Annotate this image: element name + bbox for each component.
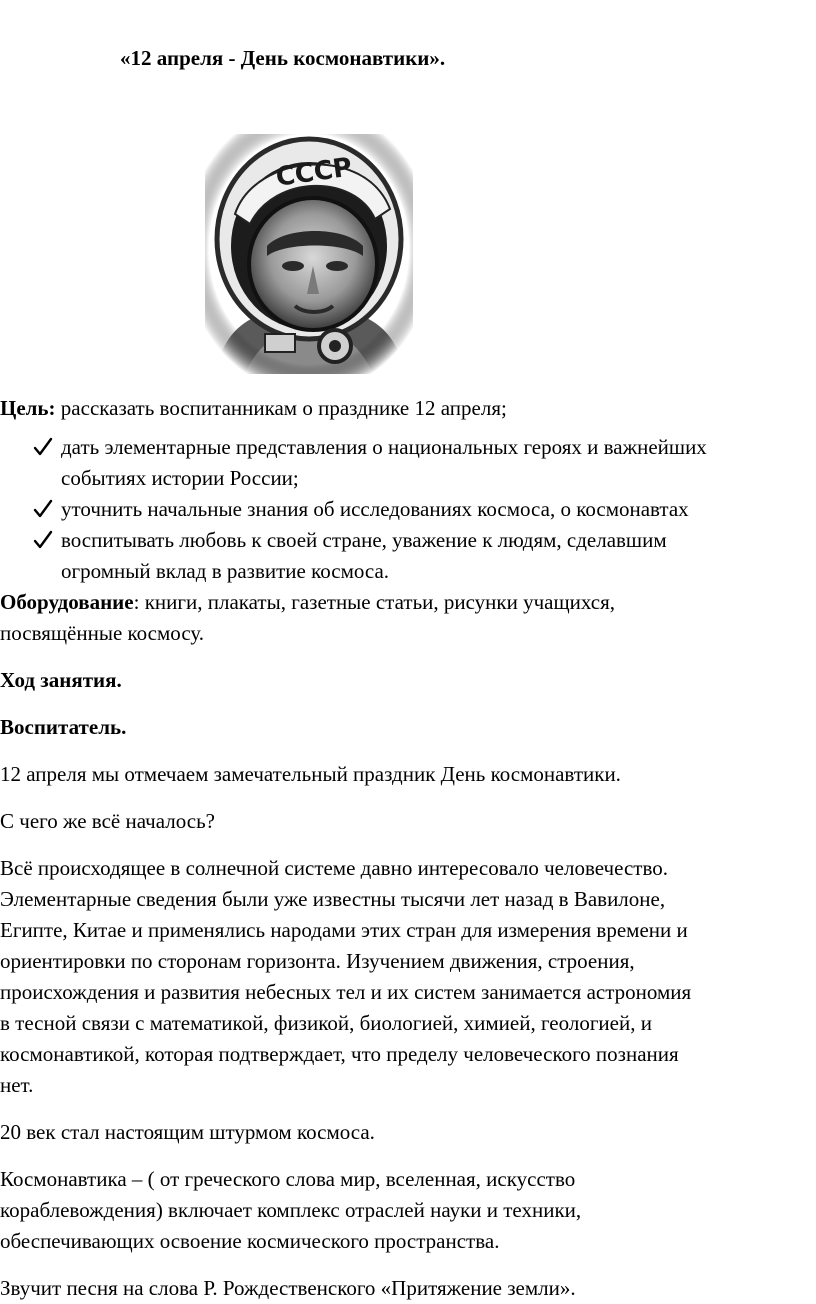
paragraph-line: Всё происходящее в солнечной системе давно интересовало человечество. [0, 856, 668, 880]
list-item-line: событиях истории России; [61, 466, 299, 490]
checkmark-icon [33, 498, 53, 520]
teacher-heading: Воспитатель. [0, 715, 127, 739]
goals-checklist [0, 432, 816, 587]
course-heading: Ход занятия. [0, 668, 122, 692]
checkmark-icon [33, 436, 53, 458]
paragraph-line: Элементарные сведения были уже известны тысячи лет назад в Вавилоне, [0, 887, 666, 911]
checkmark-icon [33, 529, 53, 551]
paragraph-line: происхождения и развития небесных тел и их систем занимается астрономия [0, 980, 692, 1004]
goal-text: рассказать воспитанникам о празднике 12 апреля; [55, 396, 507, 420]
goal-line [0, 393, 816, 424]
paragraph-line: ориентировки по сторонам горизонта. Изучением движения, строения, [0, 949, 635, 973]
paragraph-line: в тесной связи с математикой, физикой, биологией, химией, геологией, и [0, 1011, 652, 1035]
list-item-line: воспитывать любовь к своей стране, уважение к людям, сделавшим [61, 528, 667, 552]
paragraph-line: обеспечивающих освоение космического пространства. [0, 1229, 500, 1253]
paragraph-cosmonautics [0, 1164, 816, 1257]
list-item [0, 494, 816, 525]
equipment-label: Оборудование [0, 590, 134, 614]
paragraph-line: Египте, Китае и применялись народами этих стран для измерения времени и [0, 918, 688, 942]
list-item [0, 432, 816, 494]
cosmonaut-portrait-image [205, 134, 413, 374]
paragraph-question: С чего же всё началось? [0, 809, 215, 833]
document-title: «12 апреля - День космонавтики». [120, 46, 446, 70]
paragraph-line: Космонавтика – ( от греческого слова мир, вселенная, искусство [0, 1167, 576, 1191]
equipment-paragraph [0, 587, 816, 649]
paragraph-holiday: 12 апреля мы отмечаем замечательный праздник День космонавтики. [0, 762, 621, 786]
paragraph-century: 20 век стал настоящим штурмом космоса. [0, 1120, 375, 1144]
paragraph-song: Звучит песня на слова Р. Рождественского «Притяжение земли». [0, 1276, 576, 1300]
list-item-line: огромный вклад в развитие космоса. [61, 559, 390, 583]
list-item [0, 525, 816, 587]
paragraph-line: космонавтикой, которая подтверждает, что пределу человеческого познания [0, 1042, 679, 1066]
equipment-text-line2: посвящённые космосу. [0, 621, 205, 645]
list-item-line: уточнить начальные знания об исследованиях космоса, о космонавтах [61, 497, 689, 521]
goal-label: Цель: [0, 396, 56, 420]
list-item-line: дать элементарные представления о национальных героях и важнейших [61, 435, 707, 459]
cosmonaut-portrait-icon [205, 134, 413, 374]
paragraph-line: нет. [0, 1073, 34, 1097]
document-body [0, 393, 816, 1304]
equipment-text: : книги, плакаты, газетные статьи, рисунки учащихся, [133, 590, 616, 614]
paragraph-line: кораблевождения) включает комплекс отраслей науки и техники, [0, 1198, 582, 1222]
paragraph-history [0, 853, 816, 1101]
